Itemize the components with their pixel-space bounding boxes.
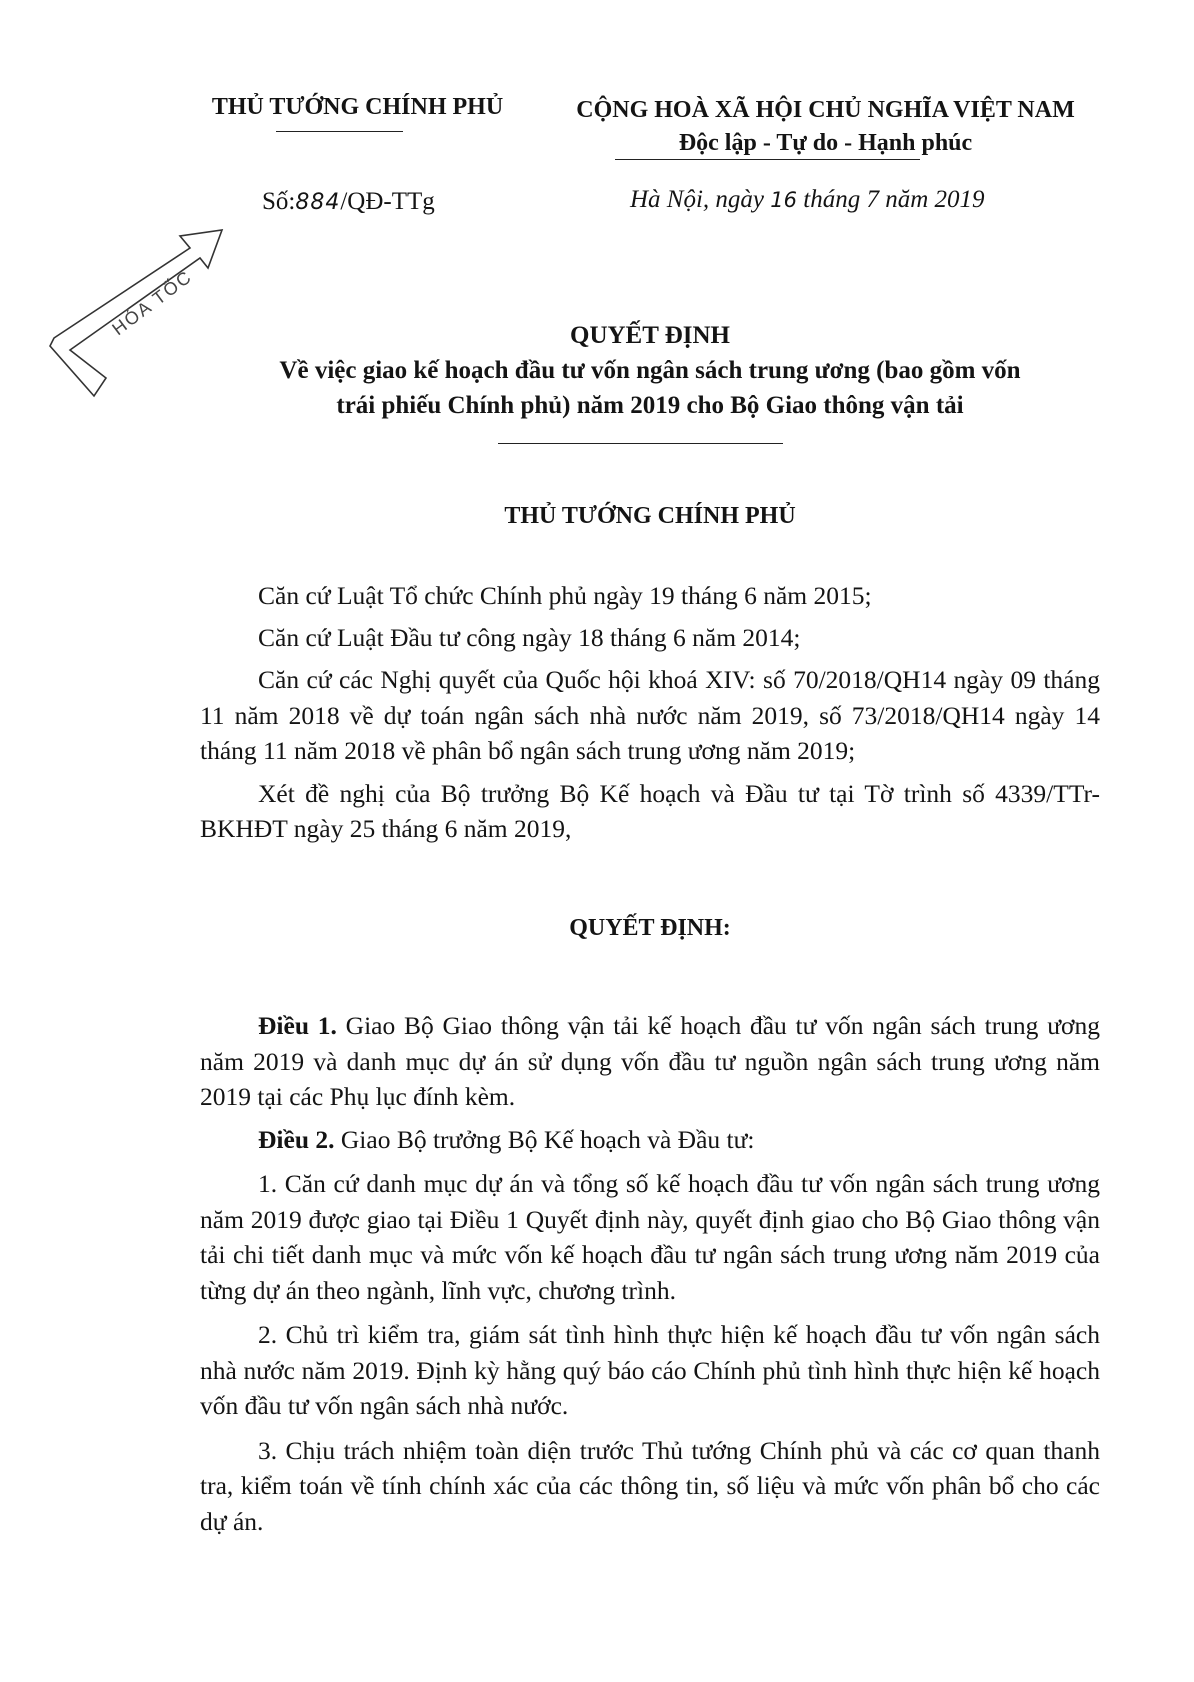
title-underline	[498, 443, 783, 444]
issuer-name: THỦ TƯỚNG CHÍNH PHỦ	[211, 94, 504, 120]
authority-heading: THỦ TƯỚNG CHÍNH PHỦ	[504, 503, 796, 529]
national-header	[548, 94, 1103, 160]
title-heading: QUYẾT ĐỊNH	[570, 322, 730, 349]
number-prefix: Số:	[262, 188, 296, 215]
issue-date	[630, 186, 985, 214]
title-subject-line1: Về việc giao kế hoạch đầu tư vốn ngân sách trung ương (bao gồm vốn	[279, 357, 1021, 384]
decision-heading: QUYẾT ĐỊNH:	[569, 915, 731, 941]
document-title	[200, 318, 1100, 423]
handwritten-number: 884	[295, 190, 341, 215]
article-1-text: Giao Bộ Giao thông vận tải kế hoạch đầu tư vốn ngân sách trung ương năm 2019 và danh mục dự án sử dụng vốn đầu tư nguồn ngân sách trung ương năm 2019 tại các Phụ lục đính kèm.	[200, 1011, 1100, 1111]
articles	[200, 1008, 1100, 1539]
basis-3: Căn cứ các Nghị quyết của Quốc hội khoá XIV: số 70/2018/QH14 ngày 09 tháng 11 năm 2018 về dự toán ngân sách nhà nước năm 2019, số 73/2018/QH14 ngày 14 tháng 11 năm 2018 về phân bổ ngân sách trung ương năm 2019;	[200, 665, 1100, 765]
national-motto: Độc lập - Tự do - Hạnh phúc	[678, 130, 973, 156]
date-prefix: Hà Nội, ngày	[630, 186, 771, 213]
title-subject-line2: trái phiếu Chính phủ) năm 2019 cho Bộ Giao thông vận tải	[336, 392, 964, 419]
article-2-item-2: 2. Chủ trì kiểm tra, giám sát tình hình thực hiện kế hoạch đầu tư vốn ngân sách nhà nước năm 2019. Định kỳ hằng quý báo cáo Chính phủ tình hình thực hiện kế hoạch vốn đầu tư vốn ngân sách nhà nước.	[200, 1320, 1100, 1420]
article-2-label: Điều 2.	[258, 1124, 335, 1154]
document-number	[262, 188, 435, 216]
number-suffix: /QĐ-TTg	[340, 188, 435, 215]
date-suffix: tháng 7 năm 2019	[797, 186, 985, 213]
motto-underline	[615, 159, 920, 160]
article-1	[200, 1008, 1100, 1115]
article-2-item-1: 1. Căn cứ danh mục dự án và tổng số kế hoạch đầu tư vốn ngân sách trung ương năm 2019 được giao tại Điều 1 Quyết định này, quyết định giao cho Bộ Giao thông vận tải chi tiết danh mục và mức vốn kế hoạch đầu tư ngân sách trung ương năm 2019 của từng dự án theo ngành, lĩnh vực, chương trình.	[200, 1169, 1100, 1305]
article-1-label: Điều 1.	[258, 1011, 337, 1040]
article-2-item-3: 3. Chịu trách nhiệm toàn diện trước Thủ tướng Chính phủ và các cơ quan thanh tra, kiểm toán về tính chính xác của các thông tin, số liệu và mức vốn phân bổ cho các dự án.	[200, 1435, 1100, 1536]
article-2	[200, 1122, 1100, 1158]
issuer-underline	[276, 131, 403, 132]
basis-1: Căn cứ Luật Tổ chức Chính phủ ngày 19 tháng 6 năm 2015;	[258, 581, 872, 610]
country-name: CỘNG HOÀ XÃ HỘI CHỦ NGHĨA VIỆT NAM	[576, 97, 1075, 123]
date-day: 16	[770, 188, 798, 212]
basis-4: Xét đề nghị của Bộ trưởng Bộ Kế hoạch và Đầu tư tại Tờ trình số 4339/TTr-BKHĐT ngày 25 tháng 6 năm 2019,	[200, 778, 1100, 843]
stamp-text: HỎA TỐC	[108, 266, 197, 340]
basis-2: Căn cứ Luật Đầu tư công ngày 18 tháng 6 năm 2014;	[258, 622, 801, 652]
legal-bases	[200, 578, 1100, 847]
article-2-text: Giao Bộ trưởng Bộ Kế hoạch và Đầu tư:	[334, 1124, 755, 1154]
